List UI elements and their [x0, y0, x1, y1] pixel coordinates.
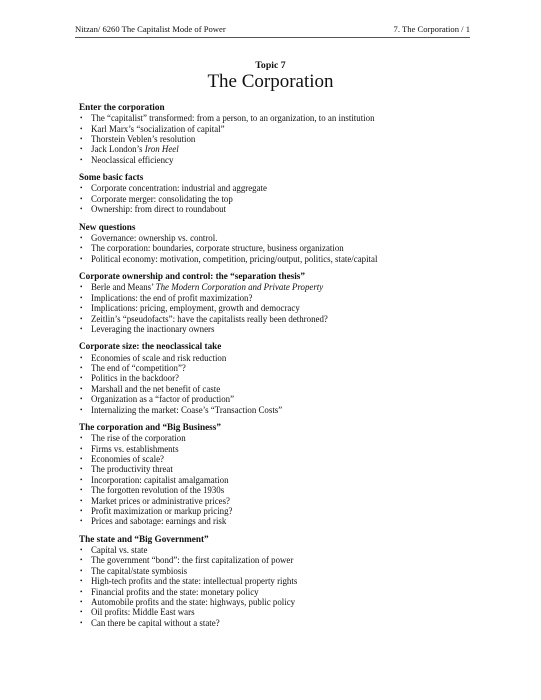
- bullet-icon: •: [80, 324, 83, 333]
- topic-label: Topic 7: [255, 60, 286, 71]
- list-item: [79, 282, 479, 292]
- bullet-list: [79, 282, 479, 334]
- list-item-text: Politics in the backdoor?: [91, 373, 179, 384]
- list-item-text: High-tech profits and the state: intellectual property rights: [91, 576, 298, 587]
- list-item: [79, 405, 479, 415]
- list-item: [79, 485, 479, 495]
- bullet-icon: •: [80, 587, 83, 596]
- bullet-icon: •: [80, 608, 83, 617]
- bullet-icon: •: [80, 314, 83, 323]
- list-item-text: Berle and Means’: [91, 282, 156, 293]
- list-item-text: Jack London’s: [91, 144, 145, 155]
- bullet-icon: •: [80, 233, 83, 242]
- bullet-icon: •: [80, 556, 83, 565]
- bullet-icon: •: [80, 405, 83, 414]
- list-item: [79, 324, 479, 334]
- bullet-icon: •: [80, 577, 83, 586]
- list-item-text: Organization as a “factor of production”: [91, 394, 235, 405]
- list-item-text: Karl Marx’s “socialization of capital”: [91, 123, 225, 134]
- list-item: [79, 444, 479, 454]
- bullet-icon: •: [80, 293, 83, 302]
- list-item-text: Corporate concentration: industrial and aggregate: [91, 183, 267, 194]
- header-course-title: Nitzan/ 6260 The Capitalist Mode of Power: [75, 24, 226, 34]
- list-item: [79, 155, 479, 165]
- list-item: [79, 204, 479, 214]
- section-heading: Corporate size: the neoclassical take: [79, 341, 222, 352]
- bullet-icon: •: [80, 304, 83, 313]
- bullet-icon: •: [80, 598, 83, 607]
- bullet-icon: •: [80, 135, 83, 144]
- list-item: [79, 597, 479, 607]
- header-rule: [75, 37, 470, 38]
- list-item: [79, 506, 479, 516]
- bullet-icon: •: [80, 254, 83, 263]
- list-item: [79, 576, 479, 586]
- list-item: [79, 113, 479, 123]
- list-item: [79, 233, 479, 243]
- bullet-icon: •: [80, 507, 83, 515]
- bullet-icon: •: [80, 486, 83, 495]
- list-item-text: Governance: ownership vs. control.: [91, 232, 218, 243]
- section: [79, 341, 479, 415]
- list-item: [79, 124, 479, 134]
- list-item: [79, 353, 479, 363]
- bullet-icon: •: [80, 145, 83, 154]
- list-item: [79, 545, 479, 555]
- list-item-text: Zeitlin’s “pseudofacts”: have the capitalists really been dethroned?: [91, 313, 328, 324]
- bullet-list: [79, 545, 479, 628]
- list-item: [79, 566, 479, 576]
- list-item: [79, 254, 479, 264]
- list-item-text: Economies of scale?: [91, 453, 164, 464]
- list-item-text: Profit maximization or markup pricing?: [91, 506, 233, 516]
- bullet-list: [79, 233, 479, 264]
- list-item-text: Ownership: from direct to roundabout: [91, 204, 227, 215]
- list-item-text: Incorporation: capitalist amalgamation: [91, 474, 229, 485]
- list-item-text: Financial profits and the state: monetary policy: [91, 586, 259, 597]
- section-heading: The corporation and “Big Business”: [79, 421, 221, 432]
- list-item: [79, 433, 479, 443]
- list-item: [79, 293, 479, 303]
- section-heading: New questions: [79, 221, 136, 232]
- list-item-text: Neoclassical efficiency: [91, 154, 174, 165]
- page-title: The Corporation: [207, 71, 334, 92]
- list-item-text: Market prices or administrative prices?: [91, 495, 230, 506]
- list-item-text: Prices and sabotage: earnings and risk: [91, 516, 227, 527]
- list-item-text: Marshall and the net benefit of caste: [91, 383, 221, 394]
- list-item-text: The “capitalist” transformed: from a person, to an organization, to an institution: [91, 113, 375, 124]
- list-item-text: The rise of the corporation: [91, 433, 186, 444]
- bullet-list: [79, 433, 479, 527]
- list-item-text: Can there be capital without a state?: [91, 617, 220, 628]
- list-item: [79, 464, 479, 474]
- bullet-icon: •: [80, 124, 83, 133]
- list-item-text: Political economy: motivation, competition, pricing/output, politics, state/capital: [91, 253, 378, 264]
- bullet-list: [79, 353, 479, 415]
- list-item-text: Capital vs. state: [91, 545, 148, 556]
- bullet-icon: •: [80, 475, 83, 484]
- bullet-icon: •: [80, 205, 83, 214]
- section-heading: Corporate ownership and control: the “separation thesis”: [79, 271, 305, 282]
- bullet-icon: •: [80, 283, 83, 292]
- list-item: [79, 144, 479, 154]
- list-item-text: The productivity threat: [91, 464, 173, 475]
- bullet-list: [79, 113, 479, 165]
- section: [79, 271, 479, 334]
- list-item: [79, 618, 479, 628]
- list-item: [79, 454, 479, 464]
- list-item-text: Internalizing the market: Coase’s “Transaction Costs”: [91, 404, 283, 415]
- list-item-text: The government “bond”: the first capitalization of power: [91, 555, 294, 566]
- bullet-icon: •: [80, 363, 83, 372]
- section: [79, 534, 479, 628]
- bullet-icon: •: [80, 546, 83, 555]
- section-heading: The state and “Big Government”: [79, 533, 209, 544]
- running-header: [75, 24, 470, 35]
- bullet-icon: •: [80, 374, 83, 383]
- bullet-icon: •: [80, 517, 83, 526]
- list-item-text: Economies of scale and risk reduction: [91, 352, 227, 363]
- list-item: [79, 303, 479, 313]
- list-item: [79, 194, 479, 204]
- section: [79, 102, 479, 165]
- list-item: [79, 384, 479, 394]
- bullet-icon: •: [80, 395, 83, 404]
- list-item-text: Implications: the end of profit maximization?: [91, 292, 253, 303]
- list-item: [79, 516, 479, 526]
- bullet-icon: •: [80, 618, 83, 627]
- list-item-italic-title: Iron Heel: [144, 144, 179, 155]
- list-item-text: Oil profits: Middle East wars: [91, 607, 195, 618]
- list-item: [79, 373, 479, 383]
- section: [79, 222, 479, 264]
- list-item-text: The end of “competition”?: [91, 362, 186, 373]
- bullet-icon: •: [80, 454, 83, 463]
- section: [79, 172, 479, 214]
- list-item-text: Automobile profits and the state: highways, public policy: [91, 597, 296, 608]
- section-heading: Some basic facts: [79, 172, 144, 183]
- bullet-icon: •: [80, 184, 83, 193]
- list-item: [79, 183, 479, 193]
- list-item: [79, 607, 479, 617]
- list-item-text: The capital/state symbiosis: [91, 565, 188, 576]
- bullet-icon: •: [80, 384, 83, 393]
- bullet-list: [79, 183, 479, 214]
- list-item-text: Corporate merger: consolidating the top: [91, 193, 233, 204]
- list-item-italic-title: The Modern Corporation and Private Property: [155, 282, 324, 293]
- section-heading: Enter the corporation: [79, 102, 165, 112]
- section: [79, 422, 479, 527]
- list-item: [79, 134, 479, 144]
- list-item: [79, 363, 479, 373]
- list-item-text: Thorstein Veblen’s resolution: [91, 134, 196, 145]
- document-body: [79, 102, 479, 635]
- list-item-text: Leveraging the inactionary owners: [91, 323, 215, 334]
- list-item-text: The corporation: boundaries, corporate structure, business organization: [91, 243, 344, 254]
- bullet-icon: •: [80, 496, 83, 505]
- bullet-icon: •: [80, 465, 83, 474]
- list-item: [79, 475, 479, 485]
- list-item: [79, 314, 479, 324]
- bullet-icon: •: [80, 353, 83, 362]
- list-item: [79, 555, 479, 565]
- bullet-icon: •: [80, 444, 83, 453]
- list-item: [79, 243, 479, 253]
- list-item-text: Implications: pricing, employment, growth and democracy: [91, 303, 300, 314]
- bullet-icon: •: [80, 155, 83, 164]
- header-page-label: 7. The Corporation / 1: [393, 24, 470, 34]
- list-item: [79, 587, 479, 597]
- list-item: [79, 496, 479, 506]
- list-item: [79, 394, 479, 404]
- list-item-text: The forgotten revolution of the 1930s: [91, 485, 225, 496]
- bullet-icon: •: [80, 194, 83, 203]
- bullet-icon: •: [80, 566, 83, 575]
- bullet-icon: •: [80, 114, 83, 123]
- list-item-text: Firms vs. establishments: [91, 443, 179, 454]
- bullet-icon: •: [80, 244, 83, 253]
- bullet-icon: •: [80, 434, 83, 443]
